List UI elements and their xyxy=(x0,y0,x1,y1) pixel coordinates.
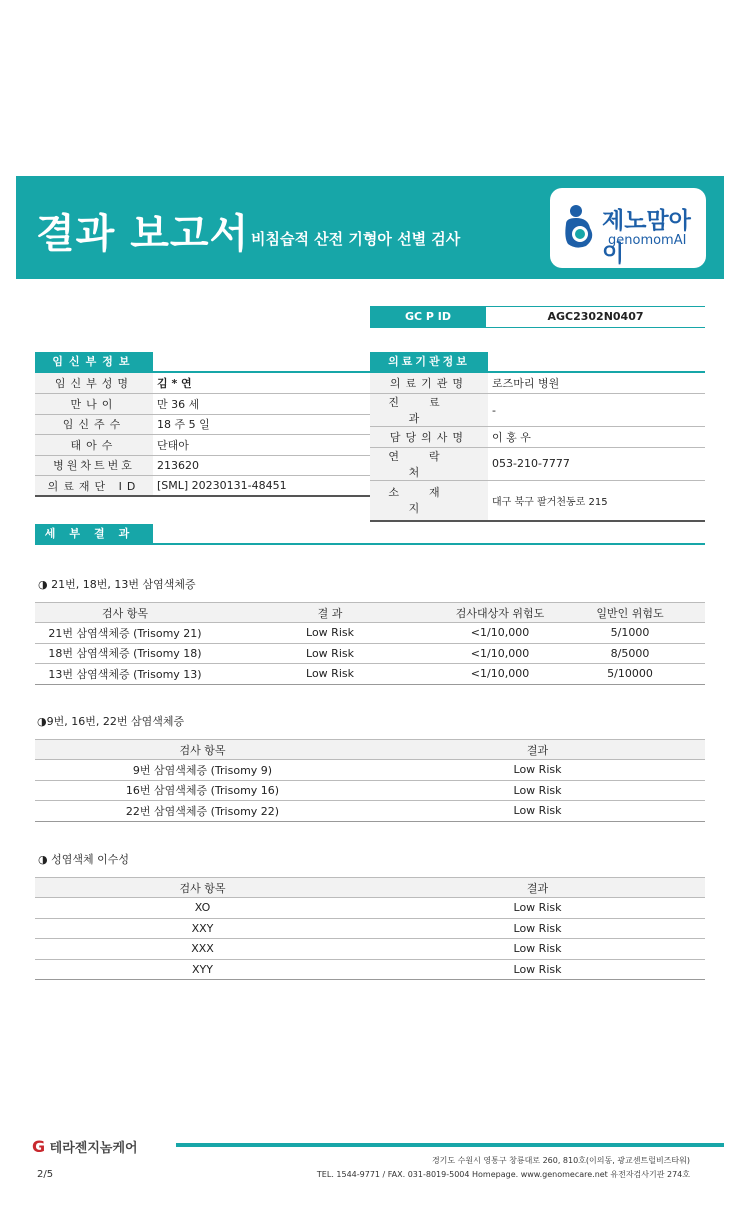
general-risk: 5/10000 xyxy=(555,664,705,685)
test-item: 21번 삼염색체증 (Trisomy 21) xyxy=(35,623,215,644)
subject-risk: <1/10,000 xyxy=(445,643,555,664)
institution-row xyxy=(370,447,705,480)
footer-contact: TEL. 1544-9771 / FAX. 031-8019-5004 Homepage. www.genomecare.net 유전자검사기관 274호 xyxy=(316,1170,690,1179)
table-row xyxy=(35,918,705,939)
footer-address: 경기도 수원시 영통구 창룡대로 260, 810호(이의동, 광교센트럴비즈타워) xyxy=(431,1156,690,1165)
group2-title: ◑9번, 16번, 22번 삼염색체증 xyxy=(37,715,185,728)
col-header: 일반인 위험도 xyxy=(555,603,705,623)
logo-english-text: genomomAI xyxy=(608,233,687,248)
test-item: 9번 삼염색체증 (Trisomy 9) xyxy=(35,760,370,781)
chart-number-label: 병원차트번호 xyxy=(35,455,153,476)
company-g-icon: G xyxy=(32,1137,46,1156)
institution-section-label: 의료기관정보 xyxy=(370,352,488,371)
group1-title: ◑ 21번, 18번, 13번 삼염색체증 xyxy=(38,578,196,591)
institution-info-table xyxy=(370,373,705,522)
gcp-id-box xyxy=(370,306,705,328)
table-row xyxy=(35,623,705,644)
patient-name-label: 임신부성명 xyxy=(35,373,153,394)
gestation-value: 18 주 5 일 xyxy=(153,414,370,435)
result: Low Risk xyxy=(370,939,705,960)
table-header-row xyxy=(35,740,705,760)
table-row xyxy=(35,939,705,960)
patient-section-header xyxy=(35,352,370,373)
test-item: XXY xyxy=(35,918,370,939)
chart-number-value: 213620 xyxy=(153,455,370,476)
report-subtitle: 비침습적 산전 기형아 선별 검사 xyxy=(251,230,461,248)
institution-section-header xyxy=(370,352,705,373)
page-number: 2/5 xyxy=(37,1169,54,1180)
general-risk: 8/5000 xyxy=(555,643,705,664)
genomom-mother-icon xyxy=(562,204,596,250)
col-header: 결과 xyxy=(370,878,705,898)
table-row xyxy=(35,898,705,919)
doctor-value: 이 홍 우 xyxy=(488,427,705,448)
genomom-logo xyxy=(550,188,706,268)
group2-table xyxy=(35,739,705,822)
patient-row xyxy=(35,476,370,497)
result: Low Risk xyxy=(370,801,705,822)
report-banner xyxy=(16,176,724,279)
test-item: XXX xyxy=(35,939,370,960)
result: Low Risk xyxy=(215,664,445,685)
institution-name-label: 의료기관명 xyxy=(370,373,488,394)
patient-section-label: 임신부정보 xyxy=(35,352,153,371)
patient-age-label: 만나이 xyxy=(35,394,153,415)
subject-risk: <1/10,000 xyxy=(445,664,555,685)
report-title: 결과 보고서 xyxy=(36,211,250,257)
table-row xyxy=(35,801,705,822)
location-label: 소재지 xyxy=(370,480,488,521)
col-header: 검사 항목 xyxy=(35,603,215,623)
details-section-label: 세부결과 xyxy=(35,524,153,543)
table-header-row xyxy=(35,603,705,623)
contact-label: 연락처 xyxy=(370,447,488,480)
col-header: 검사대상자 위험도 xyxy=(445,603,555,623)
company-logo xyxy=(32,1137,138,1156)
test-item: XO xyxy=(35,898,370,919)
result: Low Risk xyxy=(370,780,705,801)
institution-row xyxy=(370,394,705,427)
col-header: 검사 항목 xyxy=(35,878,370,898)
patient-row xyxy=(35,394,370,415)
institution-row xyxy=(370,480,705,521)
fetus-count-label: 태아수 xyxy=(35,435,153,456)
result: Low Risk xyxy=(370,898,705,919)
gcp-id-label: GC P ID xyxy=(370,307,486,327)
patient-age-value: 만 36 세 xyxy=(153,394,370,415)
patient-info-table xyxy=(35,373,370,497)
foundation-id-label: 의료재단 ID xyxy=(35,476,153,497)
location-value: 대구 북구 팔거천동로 215 xyxy=(488,480,705,521)
result: Low Risk xyxy=(370,760,705,781)
group1-table xyxy=(35,602,705,685)
gcp-id-value: AGC2302N0407 xyxy=(547,310,644,323)
contact-value: 053-210-7777 xyxy=(488,447,705,480)
test-item: 18번 삼염색체증 (Trisomy 18) xyxy=(35,643,215,664)
table-row xyxy=(35,780,705,801)
table-row xyxy=(35,664,705,685)
department-value: - xyxy=(488,394,705,427)
doctor-label: 담당의사명 xyxy=(370,427,488,448)
department-label: 진료과 xyxy=(370,394,488,427)
patient-row xyxy=(35,435,370,456)
patient-row xyxy=(35,414,370,435)
group3-table xyxy=(35,877,705,980)
result: Low Risk xyxy=(215,643,445,664)
group3-title: ◑ 성염색체 이수성 xyxy=(38,853,129,866)
test-item: 16번 삼염색체증 (Trisomy 16) xyxy=(35,780,370,801)
test-item: 13번 삼염색체증 (Trisomy 13) xyxy=(35,664,215,685)
result: Low Risk xyxy=(370,959,705,980)
table-row xyxy=(35,760,705,781)
foundation-id-value: [SML] 20230131-48451 xyxy=(153,476,370,497)
subject-risk: <1/10,000 xyxy=(445,623,555,644)
patient-row xyxy=(35,455,370,476)
col-header: 결 과 xyxy=(215,603,445,623)
result: Low Risk xyxy=(370,918,705,939)
col-header: 검사 항목 xyxy=(35,740,370,760)
details-section-header xyxy=(35,524,705,545)
table-header-row xyxy=(35,878,705,898)
institution-name-value: 로즈마리 병원 xyxy=(488,373,705,394)
patient-name-value: 김 * 연 xyxy=(153,373,370,394)
logo-korean-text: 제노맘아이 xyxy=(602,208,691,267)
general-risk: 5/1000 xyxy=(555,623,705,644)
fetus-count-value: 단태아 xyxy=(153,435,370,456)
test-item: XYY xyxy=(35,959,370,980)
institution-row xyxy=(370,427,705,448)
test-item: 22번 삼염색체증 (Trisomy 22) xyxy=(35,801,370,822)
table-row xyxy=(35,643,705,664)
col-header: 결과 xyxy=(370,740,705,760)
result: Low Risk xyxy=(215,623,445,644)
table-row xyxy=(35,959,705,980)
institution-row xyxy=(370,373,705,394)
footer-accent-line xyxy=(176,1143,724,1147)
patient-row xyxy=(35,373,370,394)
gestation-label: 임신주수 xyxy=(35,414,153,435)
company-name: 테라젠지놈케어 xyxy=(49,1141,138,1156)
